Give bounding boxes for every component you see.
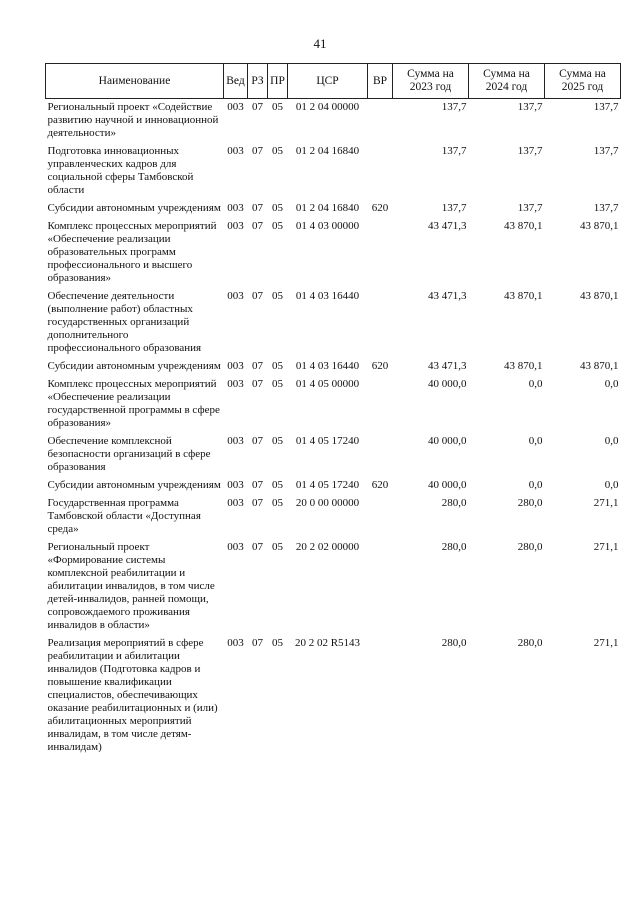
cell-csr: 20 2 02 R5143 [294,637,361,649]
cell-rz: 07 [252,290,263,302]
header-vr: ВР [368,64,393,99]
cell-vr [368,288,393,358]
cell-sum-2024: 43 870,1 [504,360,543,372]
cell-pr: 05 [272,220,283,232]
cell-sum-2023: 137,7 [441,202,467,214]
cell-name: Региональный проект «Формирование системы комплексной реабилитации и абилитации инвалидов, в том числе детей-инвалидов, ранней помощи, сопровождаемого проживания инвалидов в области» [47,541,215,631]
cell-ved: 003 [227,497,244,509]
table-row [46,200,621,218]
cell-sum-2025: 271,1 [593,541,619,553]
header-ved: Вед [224,64,248,99]
cell-rz: 07 [252,435,263,447]
cell-sum-2025: 43 870,1 [580,220,619,232]
cell-ved: 003 [227,145,244,157]
cell-sum-2023: 280,0 [441,541,467,553]
cell-rz: 07 [252,202,263,214]
cell-ved: 003 [227,541,244,553]
cell-ved: 003 [227,378,244,390]
table-row [46,635,621,757]
cell-vr [368,218,393,288]
cell-ved: 003 [227,202,244,214]
cell-sum-2025: 0,0 [604,435,619,447]
cell-pr: 05 [272,101,283,113]
cell-csr: 01 2 04 16840 [295,145,360,157]
cell-csr: 01 4 03 00000 [295,220,360,232]
table-header-row [46,64,621,99]
header-name: Наименование [46,64,224,99]
cell-name: Обеспечение комплексной безопасности организаций в сфере образования [47,435,211,473]
cell-ved: 003 [227,360,244,372]
cell-pr: 05 [272,541,283,553]
cell-pr: 05 [272,290,283,302]
cell-pr: 05 [272,479,283,491]
cell-pr: 05 [272,145,283,157]
table-row [46,376,621,433]
cell-ved: 003 [227,290,244,302]
cell-sum-2025: 43 870,1 [580,290,619,302]
cell-sum-2023: 43 471,3 [428,360,467,372]
cell-ved: 003 [227,220,244,232]
cell-sum-2025: 137,7 [593,145,619,157]
cell-sum-2023: 40 000,0 [428,435,467,447]
cell-name: Региональный проект «Содействие развитию научной и инновационной деятельности» [47,101,219,139]
cell-rz: 07 [252,101,263,113]
cell-sum-2023: 43 471,3 [428,290,467,302]
cell-name: Комплекс процессных мероприятий «Обеспечение реализации образовательных программ профессионального и высшего образования» [47,220,217,284]
cell-vr: 620 [371,202,389,214]
cell-name: Реализация мероприятий в сфере реабилитации и абилитации инвалидов (Подготовка кадров и повышение квалификации специалистов, обеспечивающих оказание реабилитационных и (или) абилитационных мероприятий инвалидам, в том числе детям-инвалидам) [47,637,218,753]
cell-rz: 07 [252,220,263,232]
cell-sum-2025: 137,7 [593,202,619,214]
table-row [46,495,621,539]
cell-sum-2023: 43 471,3 [428,220,467,232]
budget-table [45,63,621,757]
cell-csr: 01 4 03 16440 [295,360,360,372]
cell-csr: 20 0 00 00000 [295,497,360,509]
cell-rz: 07 [252,541,263,553]
cell-sum-2025: 0,0 [604,479,619,491]
cell-sum-2025: 43 870,1 [580,360,619,372]
table-row [46,433,621,477]
cell-sum-2024: 280,0 [517,497,543,509]
cell-rz: 07 [252,637,263,649]
cell-sum-2024: 43 870,1 [504,290,543,302]
cell-name: Подготовка инновационных управленческих кадров для социальной сферы Тамбовской области [47,145,194,196]
cell-vr [368,495,393,539]
cell-sum-2025: 271,1 [593,497,619,509]
cell-sum-2024: 0,0 [528,435,543,447]
cell-sum-2025: 137,7 [593,101,619,113]
cell-pr: 05 [272,378,283,390]
cell-vr [368,143,393,200]
cell-sum-2023: 40 000,0 [428,479,467,491]
cell-pr: 05 [272,435,283,447]
table-row [46,218,621,288]
cell-name: Субсидии автономным учреждениям [47,360,221,372]
cell-rz: 07 [252,145,263,157]
cell-ved: 003 [227,101,244,113]
cell-csr: 01 2 04 00000 [295,101,360,113]
cell-sum-2024: 280,0 [517,637,543,649]
cell-sum-2024: 137,7 [517,101,543,113]
header-sum-2023: Сумма на 2023 год [393,64,469,99]
header-pr: ПР [268,64,288,99]
cell-rz: 07 [252,378,263,390]
cell-pr: 05 [272,202,283,214]
cell-pr: 05 [272,360,283,372]
cell-csr: 01 4 05 00000 [295,378,360,390]
cell-name: Государственная программа Тамбовской области «Доступная среда» [47,497,201,535]
cell-sum-2025: 271,1 [593,637,619,649]
table-row [46,358,621,376]
cell-name: Субсидии автономным учреждениям [47,202,221,214]
table-row [46,99,621,144]
cell-sum-2023: 40 000,0 [428,378,467,390]
cell-csr: 01 4 05 17240 [295,435,360,447]
cell-vr: 620 [371,360,389,372]
cell-csr: 20 2 02 00000 [295,541,360,553]
header-sum-2025: Сумма на 2025 год [545,64,621,99]
cell-sum-2023: 137,7 [441,101,467,113]
page-number: 41 [313,36,327,51]
cell-vr [368,99,393,144]
cell-vr [368,635,393,757]
cell-name: Комплекс процессных мероприятий «Обеспечение реализации государственной программы в сфере образования» [47,378,220,429]
table-row [46,477,621,495]
cell-sum-2024: 0,0 [528,479,543,491]
cell-sum-2024: 0,0 [528,378,543,390]
cell-pr: 05 [272,497,283,509]
table-row [46,288,621,358]
header-sum-2024: Сумма на 2024 год [469,64,545,99]
cell-ved: 003 [227,435,244,447]
cell-name: Субсидии автономным учреждениям [47,479,221,491]
cell-vr [368,376,393,433]
header-rz: РЗ [248,64,268,99]
cell-pr: 05 [272,637,283,649]
cell-ved: 003 [227,637,244,649]
cell-sum-2024: 137,7 [517,202,543,214]
cell-csr: 01 4 05 17240 [295,479,360,491]
cell-sum-2024: 280,0 [517,541,543,553]
cell-sum-2024: 43 870,1 [504,220,543,232]
cell-ved: 003 [227,479,244,491]
cell-vr: 620 [371,479,389,491]
cell-rz: 07 [252,360,263,372]
cell-sum-2023: 280,0 [441,497,467,509]
cell-name: Обеспечение деятельности (выполнение работ) областных государственных организаций дополнительного профессионального образования [47,290,202,354]
cell-vr [368,433,393,477]
cell-sum-2025: 0,0 [604,378,619,390]
table-row [46,539,621,635]
cell-sum-2024: 137,7 [517,145,543,157]
cell-rz: 07 [252,479,263,491]
cell-vr [368,539,393,635]
cell-rz: 07 [252,497,263,509]
cell-csr: 01 2 04 16840 [295,202,360,214]
header-csr: ЦСР [288,64,368,99]
cell-sum-2023: 137,7 [441,145,467,157]
table-row [46,143,621,200]
cell-sum-2023: 280,0 [441,637,467,649]
cell-csr: 01 4 03 16440 [295,290,360,302]
